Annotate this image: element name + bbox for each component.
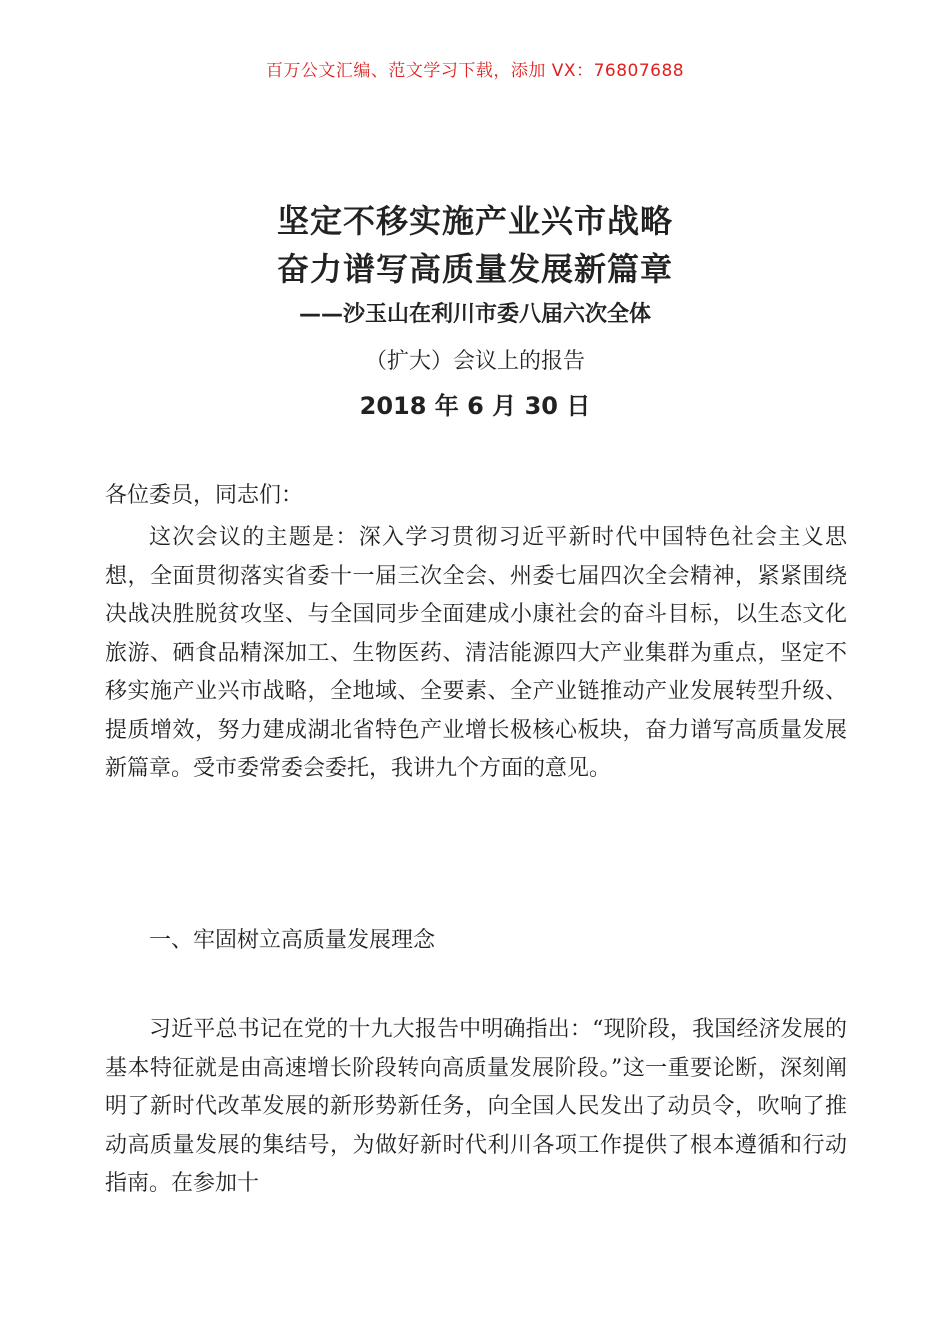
greeting: 各位委员，同志们： [105, 483, 304, 508]
title-line-1: 坚定不移实施产业兴市战略 [276, 202, 673, 240]
header-note: 百万公文汇编、范文学习下载，添加 VX：76807688 [265, 61, 685, 81]
title-line-2: 奋力谱写高质量发展新篇章 [276, 250, 673, 288]
paragraph-1: 这次会议的主题是：深入学习贯彻习近平新时代中国特色社会主义思想，全面贯彻落实省委十一届三次全会、州委七届四次全会精神，紧紧围绕决战决胜脱贫攻坚、与全国同步全面建成小康社会的奋斗目标，以生态文化旅游、硒食品精深加工、生物医药、清洁能源四大产业集群为重点，坚定不移实施产业兴市战略，全地域、全要素、全产业链推动产业发展转型升级、提质增效，努力建成湖北省特色产业增长极核心板块，奋力谱写高质量发展新篇章。受市委常委会委托，我讲九个方面的意见。 [105, 525, 847, 781]
subtitle-line-2: （扩大）会议上的报告 [364, 349, 585, 374]
report-date: 2018 年 6 月 30 日 [359, 392, 591, 420]
paragraph-2: 习近平总书记在党的十九大报告中明确指出：“现阶段，我国经济发展的基本特征就是由高速增长阶段转向高质量发展阶段。”这一重要论断，深刻阐明了新时代改革发展的新形势新任务，向全国人民发出了动员令，吹响了推动高质量发展的集结号，为做好新时代利川各项工作提供了根本遵循和行动指南。在参加十 [105, 1017, 847, 1196]
section-heading-1: 一、牢固树立高质量发展理念 [149, 928, 436, 953]
subtitle-line-1: ——沙玉山在利川市委八届六次全体 [298, 302, 651, 327]
